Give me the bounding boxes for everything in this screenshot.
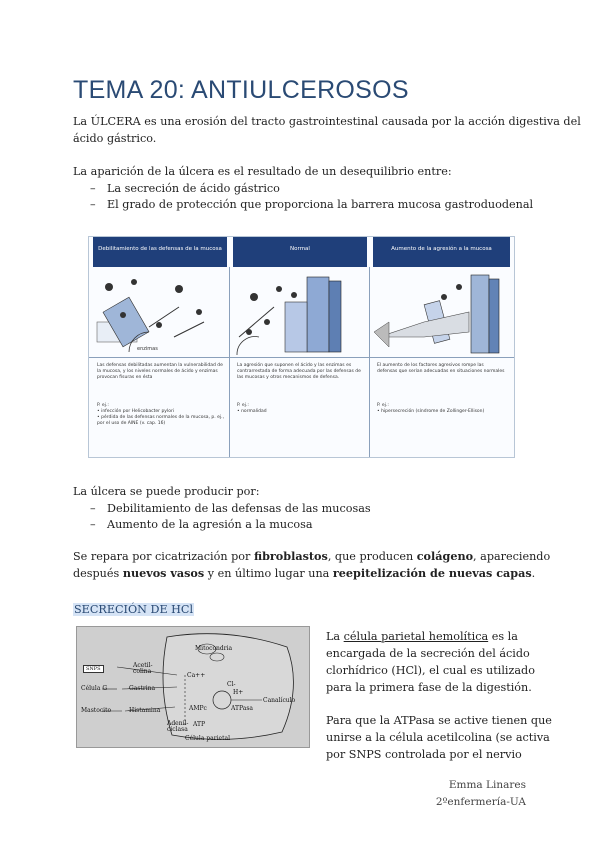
intro-line-1: La ÚLCERA es una erosión del tracto gastrointestinal causada por la acción digestiva del bbox=[73, 115, 581, 128]
panel-normal-illustration bbox=[237, 277, 341, 355]
reparacion-line-2: después nuevos vasos y en último lugar una reepitelización de nuevas capas. bbox=[73, 566, 536, 580]
label-snps: SNPS bbox=[83, 665, 104, 673]
figure-header-3: Aumento de la agresión a la mucosa bbox=[373, 237, 510, 267]
page-title: TEMA 20: ANTIULCEROSOS bbox=[73, 76, 409, 104]
side-text-line-5: Para que la ATPasa se active tienen que bbox=[326, 714, 552, 727]
dash-bullet: – bbox=[90, 198, 96, 211]
figure-example-1: P. ej.: • infección por Helicobacter pylori • pérdida de las defensas normales de la mucosa, p. ej., por el uso de AINE (v. cap. 16) bbox=[97, 403, 225, 426]
footer-author: Emma Linares bbox=[448, 779, 526, 791]
label-celula-g: Célula G bbox=[81, 685, 108, 692]
footer-course: 2ºenfermería-UA bbox=[435, 796, 526, 808]
figure-column-divider bbox=[229, 267, 230, 457]
parietal-cell-illustration bbox=[77, 627, 309, 747]
label-mastocito: Mastocito bbox=[81, 707, 112, 714]
label-h: H+ bbox=[233, 689, 244, 696]
label-ca: Ca++ bbox=[187, 672, 206, 679]
label-acetilcolina: Acetil-colina bbox=[133, 662, 153, 675]
side-text-line-2: encargada de la secreción del ácido bbox=[326, 647, 530, 660]
figure-example-2: P. ej.: • normalidad bbox=[237, 403, 267, 414]
figure-divider bbox=[89, 357, 514, 358]
parietal-cell-diagram bbox=[76, 626, 310, 748]
aparicion-text: La aparición de la úlcera es el resultado de un desequilibrio entre: bbox=[73, 165, 452, 178]
label-atpasa: ATPasa bbox=[231, 705, 254, 712]
list-item-text: Aumento de la agresión a la mucosa bbox=[107, 518, 313, 531]
list-item-text: La secreción de ácido gástrico bbox=[107, 182, 280, 195]
dash-bullet: – bbox=[90, 502, 96, 515]
figure-header-1: Debilitamiento de las defensas de la mucosa bbox=[93, 237, 227, 267]
label-cl: Cl- bbox=[227, 681, 236, 688]
side-text-line-1: La célula parietal hemolítica es la bbox=[326, 630, 518, 643]
ulcer-mechanism-figure bbox=[88, 236, 515, 458]
list-item bbox=[0, 516, 600, 533]
side-text-line-6: unirse a la célula acetilcolina (se activa bbox=[326, 731, 550, 744]
side-text-line-7: por SNPS controlada por el nervio bbox=[326, 748, 522, 761]
section-heading-secrecion: SECRECIÓN DE HCl bbox=[74, 603, 194, 616]
produccion-text: La úlcera se puede producir por: bbox=[73, 485, 260, 498]
label-adenilciclasa: Adenil-ciclasa bbox=[167, 720, 189, 733]
figure-description-2: La agresión que suponen el ácido y las enzimas es contrarrestada de forma adecuada por las defensas de las mucosas y otros mecanismos de defensa. bbox=[237, 363, 361, 380]
figure-example-3: P. ej.: • hipersecreción (síndrome de Zollinger-Ellison) bbox=[377, 403, 485, 414]
figure-description-1: Las defensas debilitadas aumentan la vulnerabilidad de la mucosa, y los niveles normales de ácido y enzimas provocan fisuras en ésta bbox=[97, 363, 223, 380]
label-canaliculo: Canalículo bbox=[263, 697, 296, 704]
label-ampc: AMPc bbox=[189, 705, 207, 712]
figure-illustration bbox=[89, 267, 514, 357]
dash-bullet: – bbox=[90, 518, 96, 531]
panel-weakened-illustration bbox=[97, 279, 204, 352]
intro-line-2: ácido gástrico. bbox=[73, 132, 157, 145]
list-item bbox=[0, 196, 600, 213]
label-histamina: Histamina bbox=[129, 707, 161, 714]
figure-description-3: El aumento de los factores agresivos rompe las defensas que serían adecuadas en situaciones normales bbox=[377, 363, 505, 374]
list-item-text: Debilitamiento de las defensas de las mucosas bbox=[107, 502, 371, 515]
figure-column-divider bbox=[369, 267, 370, 457]
label-atp: ATP bbox=[193, 721, 206, 728]
list-item-text: El grado de protección que proporciona la barrera mucosa gastroduodenal bbox=[107, 198, 534, 211]
label-celula-parietal: Célula parietal bbox=[185, 735, 230, 742]
reparacion-line-1: Se repara por cicatrización por fibroblastos, que producen colágeno, apareciendo bbox=[73, 549, 551, 563]
figure-header-2: Normal bbox=[233, 237, 367, 267]
side-text-line-4: para la primera fase de la digestión. bbox=[326, 681, 532, 694]
panel-aggression-illustration bbox=[374, 275, 499, 353]
label-mitocondria: Mitocondria bbox=[195, 645, 233, 652]
list-item bbox=[0, 500, 600, 517]
side-text-line-3: clorhídrico (HCl), el cual es utilizado bbox=[326, 664, 535, 677]
enzyme-label: enzimas bbox=[137, 346, 158, 352]
dash-bullet: – bbox=[90, 182, 96, 195]
list-item bbox=[0, 180, 600, 197]
label-gastrina: Gastrina bbox=[129, 685, 156, 692]
